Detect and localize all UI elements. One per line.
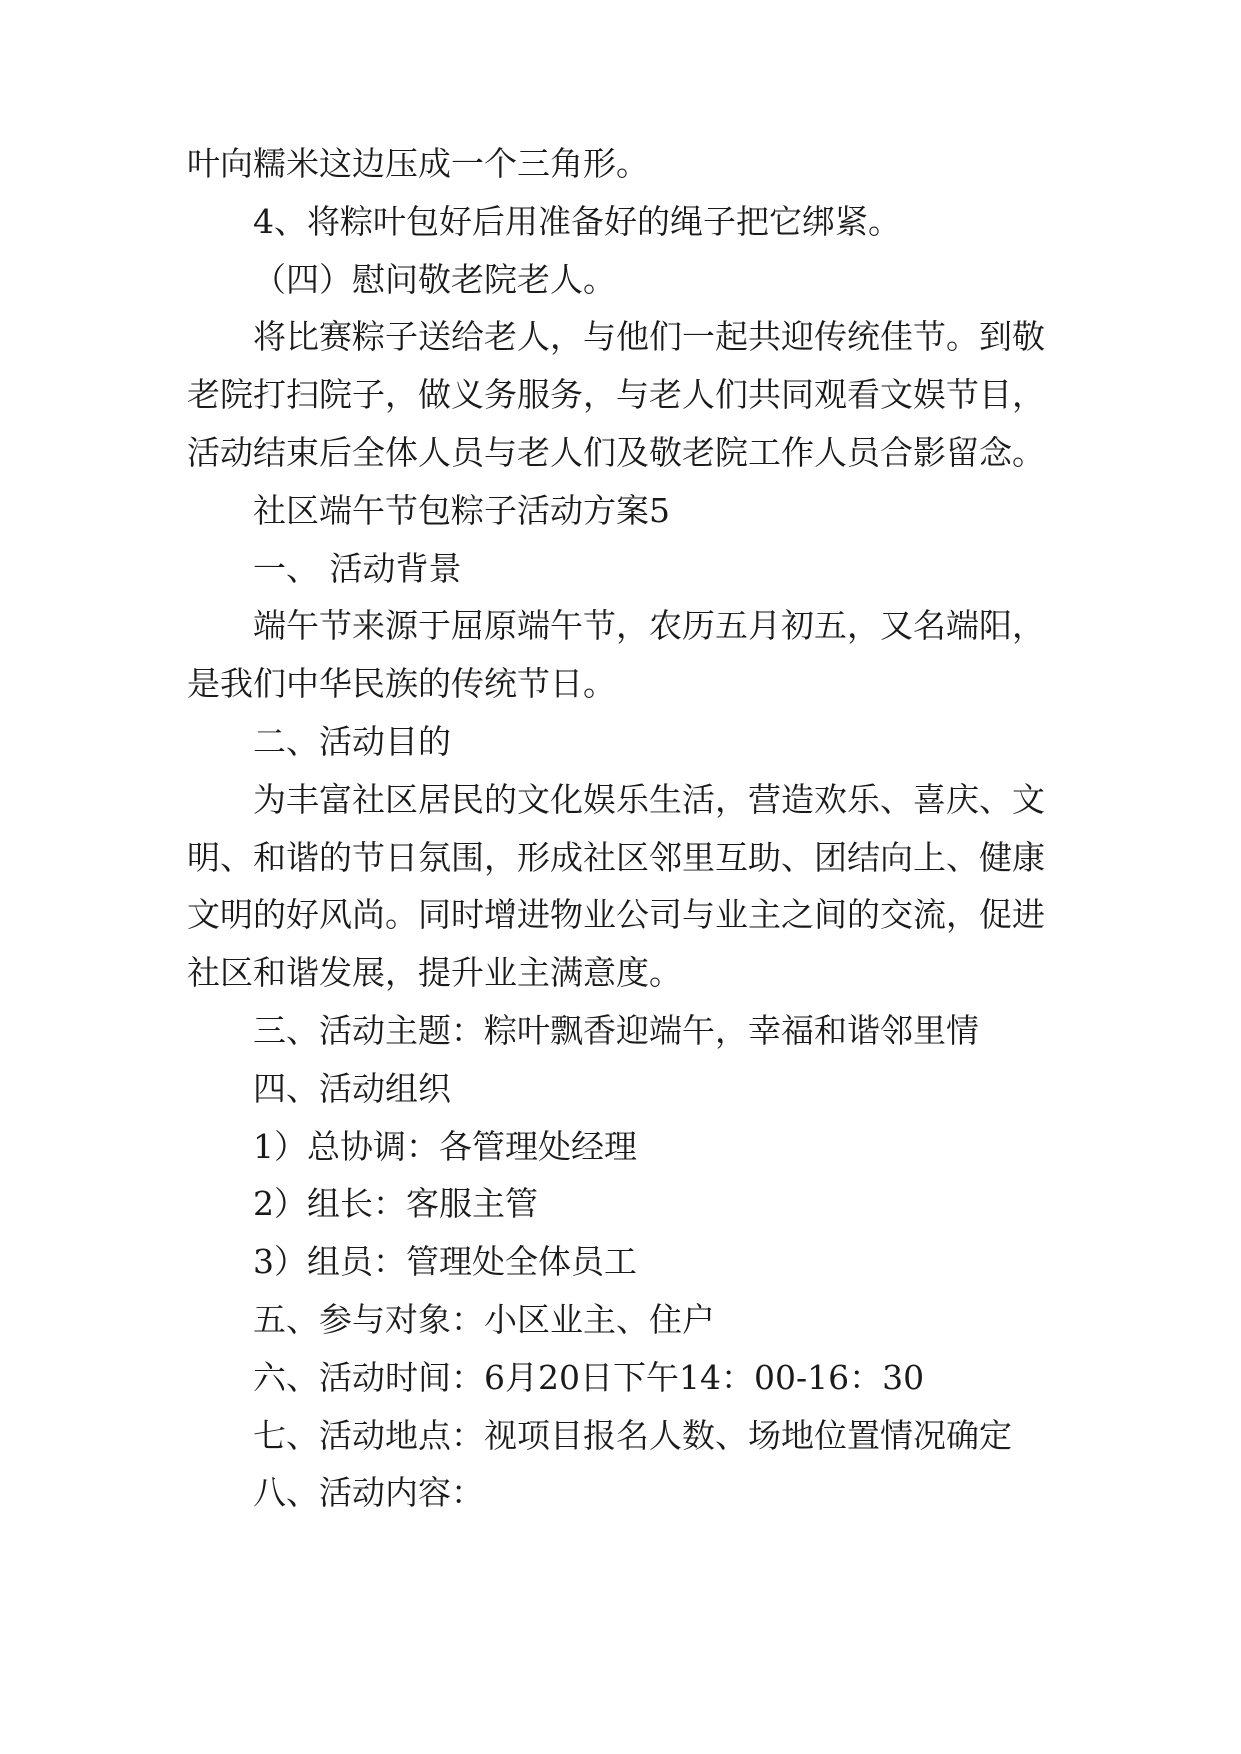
- text-line: 是我们中华民族的传统节日。: [187, 664, 616, 703]
- text-line: 文明的好风尚。同时增进物业公司与业主之间的交流，促进: [187, 895, 1045, 934]
- heading: 二、活动目的: [253, 722, 451, 761]
- text-line: 活动结束后全体人员与老人们及敬老院工作人员合影留念。: [187, 433, 1045, 472]
- heading: 三、活动主题：粽叶飘香迎端午，幸福和谐邻里情: [253, 1011, 979, 1050]
- text-line: 社区和谐发展，提升业主满意度。: [187, 953, 682, 992]
- list-item: 1）总协调：各管理处经理: [253, 1127, 637, 1166]
- list-item: 3）组员：管理处全体员工: [253, 1242, 637, 1281]
- text-line: 明、和谐的节日氛围，形成社区邻里互助、团结向上、健康: [187, 838, 1045, 877]
- text-line: 将比赛粽子送给老人，与他们一起共迎传统佳节。到敬: [253, 317, 1045, 356]
- heading: 六、活动时间：6月20日下午14：00-16：30: [253, 1358, 925, 1397]
- heading: 一、 活动背景: [253, 549, 462, 588]
- heading: 七、活动地点：视项目报名人数、场地位置情况确定: [253, 1416, 1012, 1455]
- heading: 八、活动内容：: [253, 1473, 484, 1512]
- text-line: 4、将粽叶包好后用准备好的绳子把它绑紧。: [253, 202, 901, 241]
- text-line: 端午节来源于屈原端午节，农历五月初五，又名端阳，: [253, 606, 1045, 645]
- text-line: 为丰富社区居民的文化娱乐生活，营造欢乐、喜庆、文: [253, 780, 1045, 819]
- section-title: 社区端午节包粽子活动方案5: [253, 491, 670, 530]
- text-line: 叶向糯米这边压成一个三角形。: [187, 144, 649, 183]
- list-item: 2）组长：客服主管: [253, 1184, 538, 1223]
- heading: 四、活动组织: [253, 1069, 451, 1108]
- text-line: （四）慰问敬老院老人。: [253, 260, 616, 299]
- heading: 五、参与对象：小区业主、住户: [253, 1300, 715, 1339]
- text-line: 老院打扫院子，做义务服务，与老人们共同观看文娱节目，: [187, 375, 1045, 414]
